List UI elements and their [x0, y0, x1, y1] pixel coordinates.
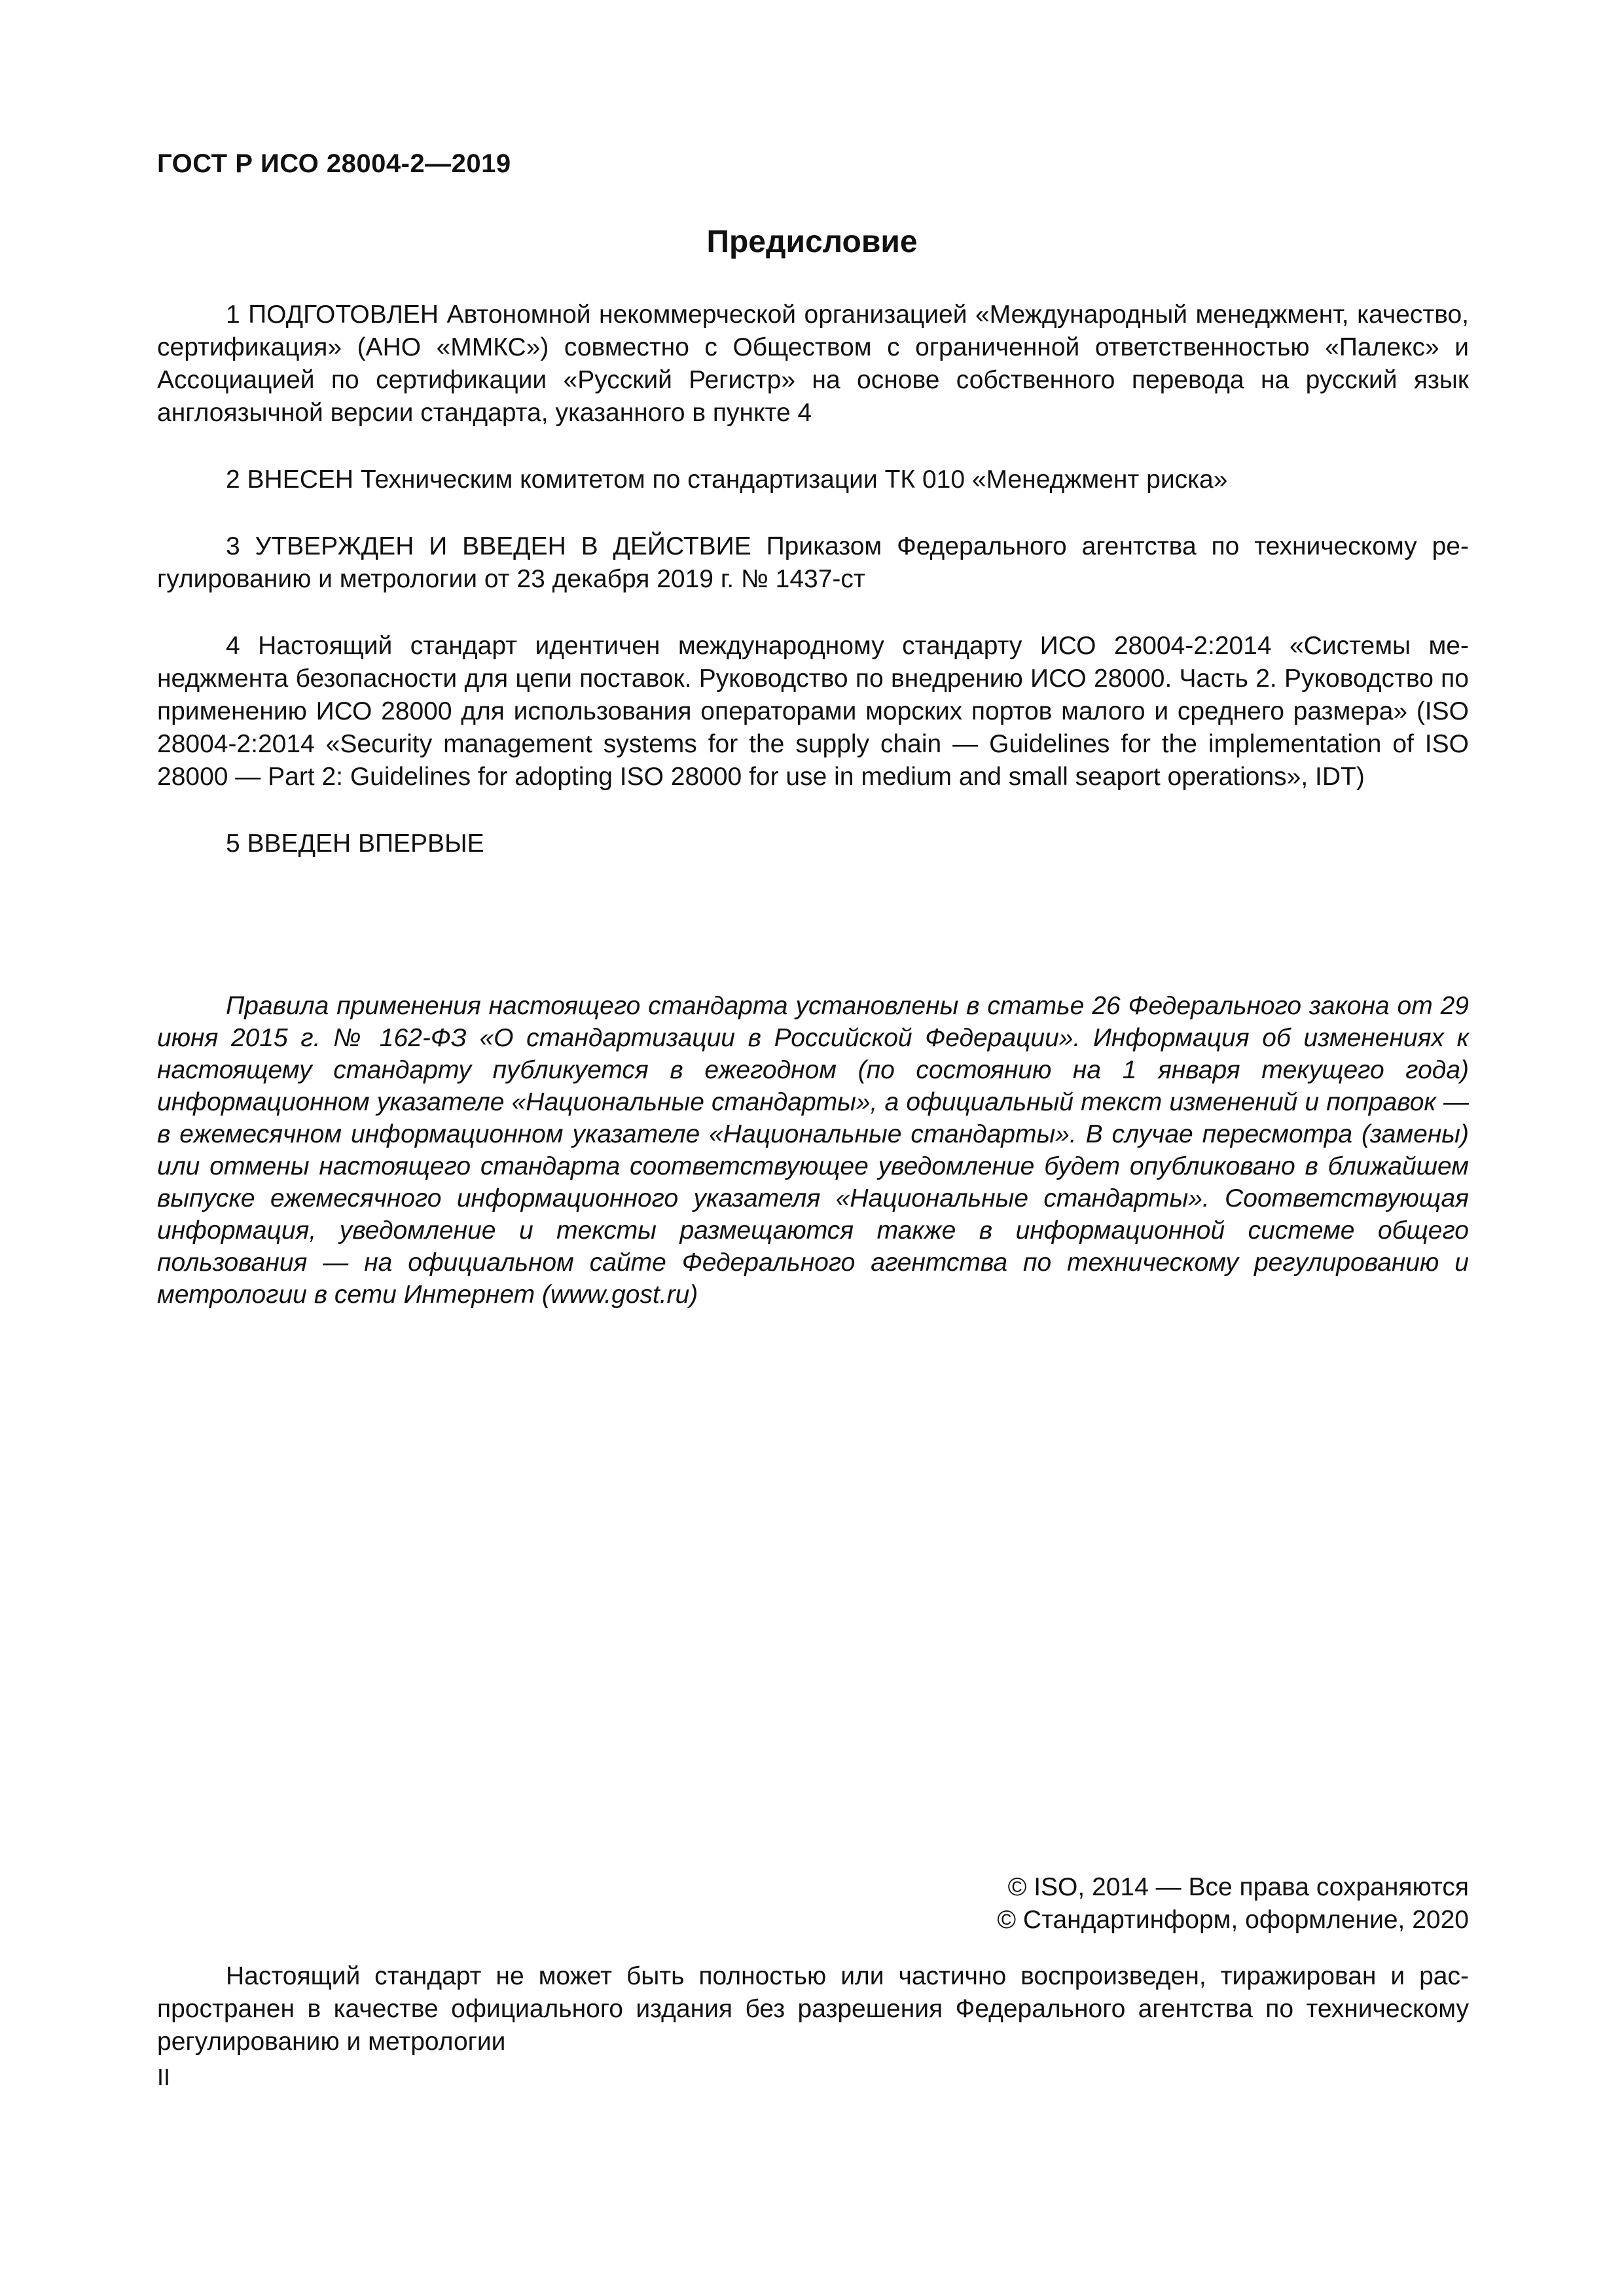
page-title: Предисловие	[706, 225, 918, 259]
foreword-item-4: 4 Настоящий стандарт идентичен международному стандарту ИСО 28004-2:2014 «Системы менеджмента безопасности для цепи поставок. Руководство по внедрению ИСО 28000. Часть 2. Руководство по применению ИСО 28000 для использования операторами морских портов малого и среднего размера» (ISO 28004-2:2014 «Security management systems for the supply chain — Guidelines for the implementation of ISO 28000 — Part 2: Guidelines for adopting ISO 28000 for use in medium and small seaport operations», IDT)	[157, 632, 1469, 791]
foreword-item-5: 5 ВВЕДЕН ВПЕРВЫЕ	[226, 829, 484, 858]
page-number: II	[157, 2064, 171, 2090]
copyright-block	[997, 1871, 1469, 1937]
copyright-line-iso: © ISO, 2014 — Все права сохраняются	[1007, 1873, 1469, 1901]
application-rules-notice: Правила применения настоящего стандарта установлены в статье 26 Федерального закона от 29 июня 2015 г. № 162-ФЗ «О стандартизации в Российской Федерации». Информация об изменениях к настоящему стандарту публикуется в ежегодном (по состоянию на 1 января текущего года) информационном указателе «Национальные стандарты», а официальный текст изменений и поправок — в ежемесячном информационном указателе «Национальные стандарты». В случае пересмотра (замены) или отмены настоящего стандарта соответствующее уведомление будет опубликовано в ближайшем выпуске ежемесячного информационного указателя «Национальные стандарты». Соответствующая информация, уведомление и тексты размещаются также в информационной системе общего пользования — на официальном сайте Федерального агентства по техническому регулированию и метрологии в сети Интернет (www.gost.ru)	[157, 992, 1469, 1309]
copyright-line-standartinform: © Стандартинформ, оформление, 2020	[997, 1906, 1469, 1934]
standard-code-header: ГОСТ Р ИСО 28004-2—2019	[157, 149, 511, 178]
foreword-item-2: 2 ВНЕСЕН Техническим комитетом по стандартизации ТК 010 «Менеджмент риска»	[226, 465, 1228, 494]
foreword-item-3: 3 УТВЕРЖДЕН И ВВЕДЕН В ДЕЙСТВИЕ Приказом Федерального агентства по техническому регулированию и метрологии от 23 декабря 2019 г. № 1437-ст	[157, 532, 1469, 593]
foreword-item-1: 1 ПОДГОТОВЛЕН Автономной некоммерческой организацией «Международный менеджмент, качество, сертификация» (АНО «ММКС») совместно с Обществом с ограниченной ответственностью «Палекс» и Ассоциацией по сертификации «Русский Регистр» на основе собственного перевода на русский язык англоязычной версии стандарта, указанного в пункте 4	[157, 301, 1469, 427]
reproduction-rights-notice: Настоящий стандарт не может быть полностью или частично воспроизведен, тиражирован и распространен в качестве официального издания без разрешения Федерального агентства по техническому регулированию и метрологии	[157, 1962, 1469, 2056]
foreword-body	[157, 299, 1469, 860]
